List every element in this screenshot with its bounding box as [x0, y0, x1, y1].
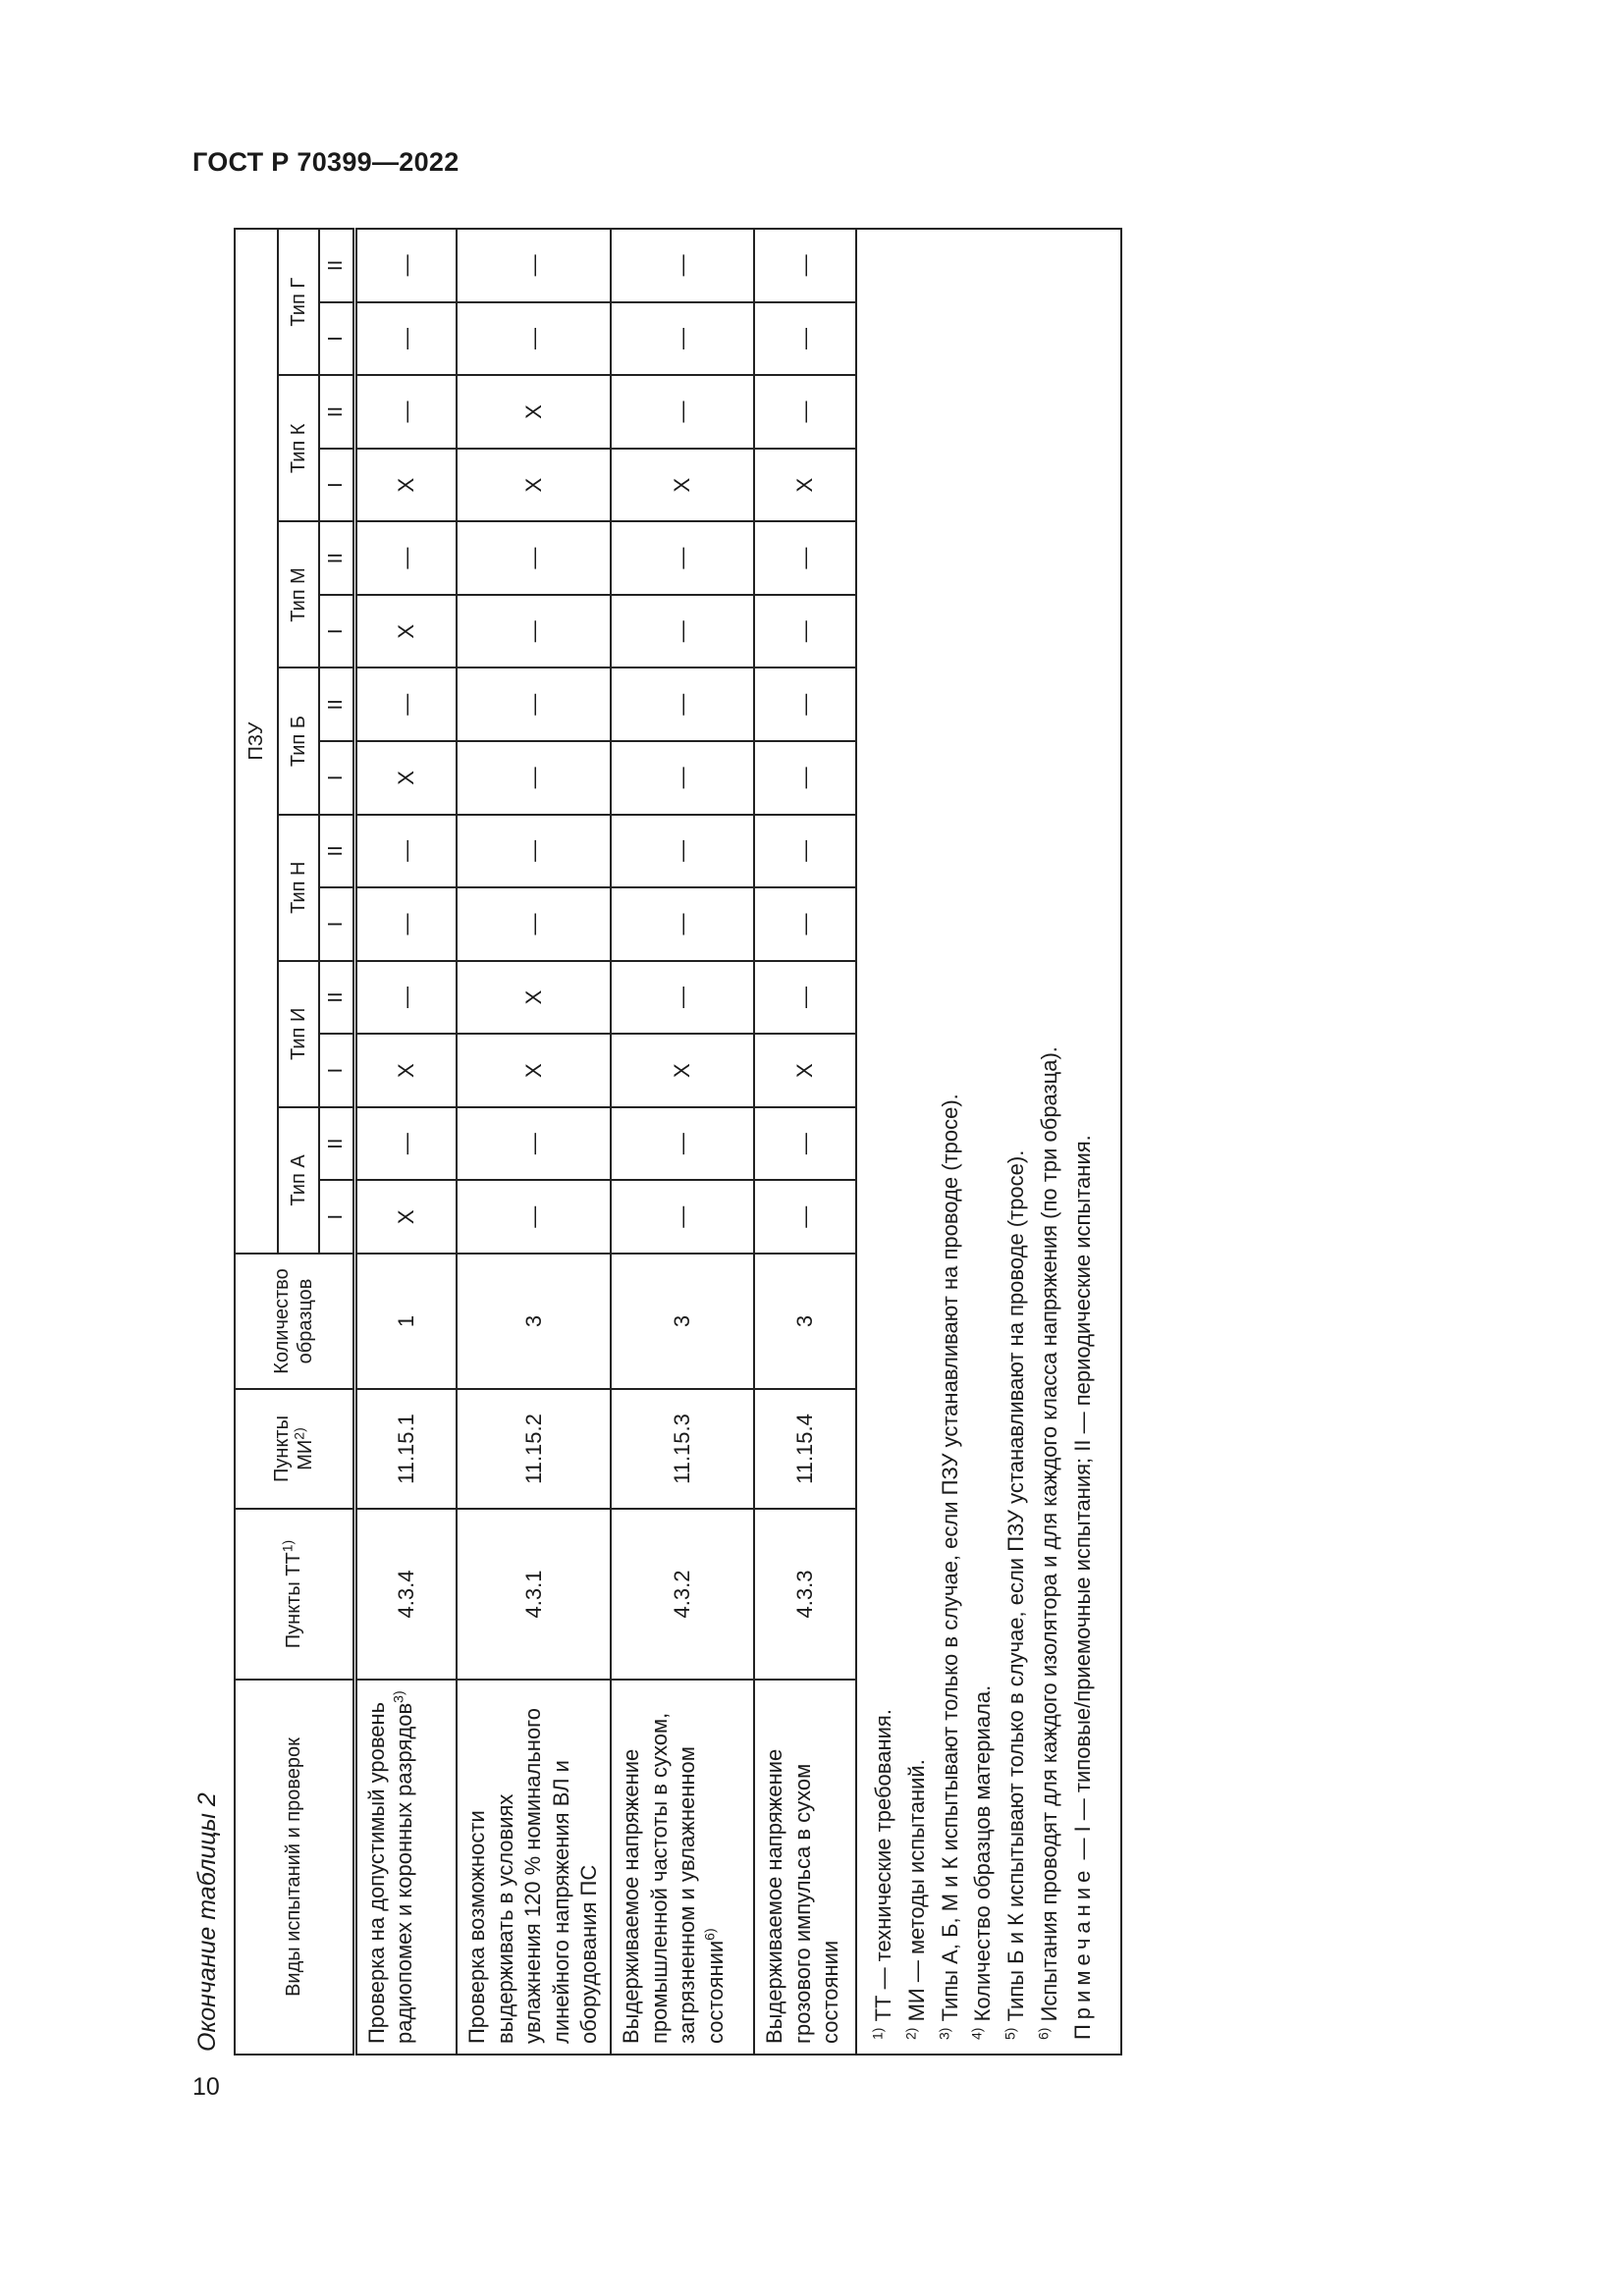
header-sub-i: I [319, 1034, 354, 1107]
header-tt: Пункты ТТ$^{1)}$ [235, 1509, 354, 1680]
test-mark-cell: X [354, 449, 457, 522]
test-name [611, 1680, 754, 2055]
test-mark-cell: — [611, 375, 754, 449]
test-mark-cell: — [611, 302, 754, 376]
footnote-text: Испытания проводят для каждого изолятора и для каждого класса напряжения (по три образца). [1036, 1046, 1061, 2022]
footnotes-cell [856, 229, 1121, 2055]
header-pzu: ПЗУ [235, 229, 278, 1254]
test-mark-cell: X [457, 961, 611, 1035]
test-mark-cell: — [354, 229, 457, 302]
table-row [611, 229, 754, 2055]
test-mark-cell: — [354, 375, 457, 449]
table-body [354, 229, 1121, 2055]
header-sub-i: I [319, 1180, 354, 1254]
header-sub-i: I [319, 887, 354, 961]
header-type-2: Тип И [278, 961, 319, 1107]
test-name [457, 1680, 611, 2055]
footnote-mark: 4) [969, 2027, 986, 2040]
test-mark-cell: — [754, 1180, 856, 1254]
footnote [1035, 243, 1065, 2040]
header-test-types: Виды испытаний и проверок [235, 1680, 354, 2055]
footnote [902, 243, 933, 2040]
header-sub-i: I [319, 449, 354, 522]
header-sub-ii: II [319, 668, 354, 742]
footnote [936, 243, 966, 2040]
footnote-text: МИ — методы испытаний. [903, 1759, 929, 2022]
test-mark-cell: X [457, 375, 611, 449]
test-mark-cell: — [611, 1180, 754, 1254]
test-mark-cell: X [611, 1034, 754, 1107]
footnote-mark: 3) [936, 2027, 952, 2040]
table-note [1068, 243, 1099, 2040]
sample-quantity: 3 [611, 1254, 754, 1389]
test-mark-cell: X [354, 1034, 457, 1107]
footnote-text: Количество образцов материала. [970, 1684, 996, 2022]
sample-quantity: 3 [754, 1254, 856, 1389]
test-mark-cell: — [611, 961, 754, 1035]
sample-quantity: 3 [457, 1254, 611, 1389]
test-mark-cell: — [754, 302, 856, 376]
footnote-mark: 6) [1035, 2027, 1052, 2040]
header-sub-ii: II [319, 815, 354, 888]
header-type-5: Тип М [278, 521, 319, 667]
test-name-footnote-ref: 6) [701, 1928, 718, 1941]
test-mark-cell: — [611, 668, 754, 742]
page-number: 10 [192, 2073, 220, 2101]
test-mark-cell: — [611, 815, 754, 888]
test-mark-cell: — [611, 887, 754, 961]
note-label: Примечание [1069, 1865, 1095, 2040]
test-mark-cell: — [457, 668, 611, 742]
tt-clause: 4.3.4 [354, 1509, 457, 1680]
test-mark-cell: X [354, 741, 457, 815]
table-row [754, 229, 856, 2055]
test-mark-cell: — [354, 302, 457, 376]
test-mark-cell: — [354, 1107, 457, 1181]
header-type-4: Тип Б [278, 668, 319, 815]
mi-clause: 11.15.1 [354, 1389, 457, 1509]
table-row [457, 229, 611, 2055]
test-mark-cell: X [354, 1180, 457, 1254]
test-mark-cell: — [457, 229, 611, 302]
mi-clause: 11.15.3 [611, 1389, 754, 1509]
mi-clause: 11.15.4 [754, 1389, 856, 1509]
test-mark-cell: — [611, 229, 754, 302]
test-mark-cell: — [457, 1107, 611, 1181]
test-mark-cell: — [457, 1180, 611, 1254]
test-mark-cell: X [457, 449, 611, 522]
header-type-3: Тип Н [278, 815, 319, 961]
test-mark-cell: — [754, 815, 856, 888]
footnote-text: ТТ — технические требования. [870, 1709, 895, 2022]
test-mark-cell: — [611, 595, 754, 668]
header-sub-ii: II [319, 521, 354, 595]
test-mark-cell: — [611, 1107, 754, 1181]
header-type-6: Тип К [278, 375, 319, 521]
tt-clause: 4.3.3 [754, 1509, 856, 1680]
test-mark-cell: — [354, 668, 457, 742]
tt-clause: 4.3.2 [611, 1509, 754, 1680]
test-mark-cell: — [457, 521, 611, 595]
test-mark-cell: X [457, 1034, 611, 1107]
test-mark-cell: — [457, 815, 611, 888]
test-mark-cell: — [354, 521, 457, 595]
footnote [1001, 243, 1032, 2040]
header-sub-i: I [319, 741, 354, 815]
test-mark-cell: — [754, 375, 856, 449]
mi-clause: 11.15.2 [457, 1389, 611, 1509]
footnote [968, 243, 999, 2040]
table-caption: Окончание таблицы 2 [193, 1792, 221, 2052]
test-mark-cell: — [354, 961, 457, 1035]
test-mark-cell: — [354, 887, 457, 961]
test-name-text: Выдерживаемое напряжение промышленной частоты в сухом, загрязненном и увлажненном состоянии [618, 1712, 728, 2044]
test-mark-cell: — [754, 668, 856, 742]
test-mark-cell: — [457, 741, 611, 815]
test-mark-cell: X [611, 449, 754, 522]
test-name-text: Проверка возможности выдерживать в условиях увлажнения 120 % номинального линейного напряжения ВЛ и оборудования ПС [464, 1708, 602, 2044]
header-sub-i: I [319, 302, 354, 376]
header-type-7: Тип Г [278, 229, 319, 375]
note-text: — I — типовые/приемочные испытания; II — периодические испытания. [1069, 1135, 1095, 1860]
header-type-1: Тип А [278, 1107, 319, 1254]
footnote [869, 243, 899, 2040]
test-name-text: Проверка на допустимый уровень радиопомех и коронных разрядов [363, 1701, 417, 2044]
test-name [754, 1680, 856, 2055]
test-mark-cell: X [754, 449, 856, 522]
test-mark-cell: X [754, 1034, 856, 1107]
test-mark-cell: — [457, 302, 611, 376]
table-header [235, 229, 354, 2055]
rotated-table-block [183, 230, 1095, 2056]
document-code: ГОСТ Р 70399—2022 [192, 147, 460, 177]
footnote-text: Типы А, Б, М и К испытывают только в случае, если ПЗУ устанавливают на проводе (тросе). [937, 1094, 962, 2022]
test-mark-cell: — [457, 595, 611, 668]
footnotes-row [856, 229, 1121, 2055]
test-mark-cell: — [457, 887, 611, 961]
header-sub-ii: II [319, 229, 354, 302]
footnote-text: Типы Б и К испытывают только в случае, если ПЗУ устанавливают на проводе (тросе). [1003, 1149, 1029, 2022]
header-sub-ii: II [319, 961, 354, 1035]
test-mark-cell: — [754, 1107, 856, 1181]
header-sub-i: I [319, 595, 354, 668]
test-name [354, 1680, 457, 2055]
test-mark-cell: X [354, 595, 457, 668]
table-row [354, 229, 457, 2055]
header-mi: Пункты МИ$^{2)}$ [235, 1389, 354, 1509]
footnote-mark: 5) [1001, 2027, 1018, 2040]
test-name-footnote-ref: 3) [390, 1690, 406, 1703]
footnote-mark: 2) [902, 2027, 919, 2040]
header-sub-ii: II [319, 1107, 354, 1181]
tt-clause: 4.3.1 [457, 1509, 611, 1680]
test-mark-cell: — [754, 595, 856, 668]
sample-quantity: 1 [354, 1254, 457, 1389]
footnote-mark: 1) [869, 2027, 886, 2040]
tests-table [234, 228, 1122, 2056]
test-mark-cell: — [754, 521, 856, 595]
test-mark-cell: — [754, 741, 856, 815]
test-name-text: Выдерживаемое напряжение грозового импульса в сухом состоянии [761, 1748, 843, 2044]
header-sub-ii: II [319, 375, 354, 449]
test-mark-cell: — [754, 887, 856, 961]
test-mark-cell: — [754, 961, 856, 1035]
test-mark-cell: — [611, 741, 754, 815]
test-mark-cell: — [611, 521, 754, 595]
header-quantity: Количество образцов [235, 1254, 354, 1389]
test-mark-cell: — [354, 815, 457, 888]
test-mark-cell: — [754, 229, 856, 302]
